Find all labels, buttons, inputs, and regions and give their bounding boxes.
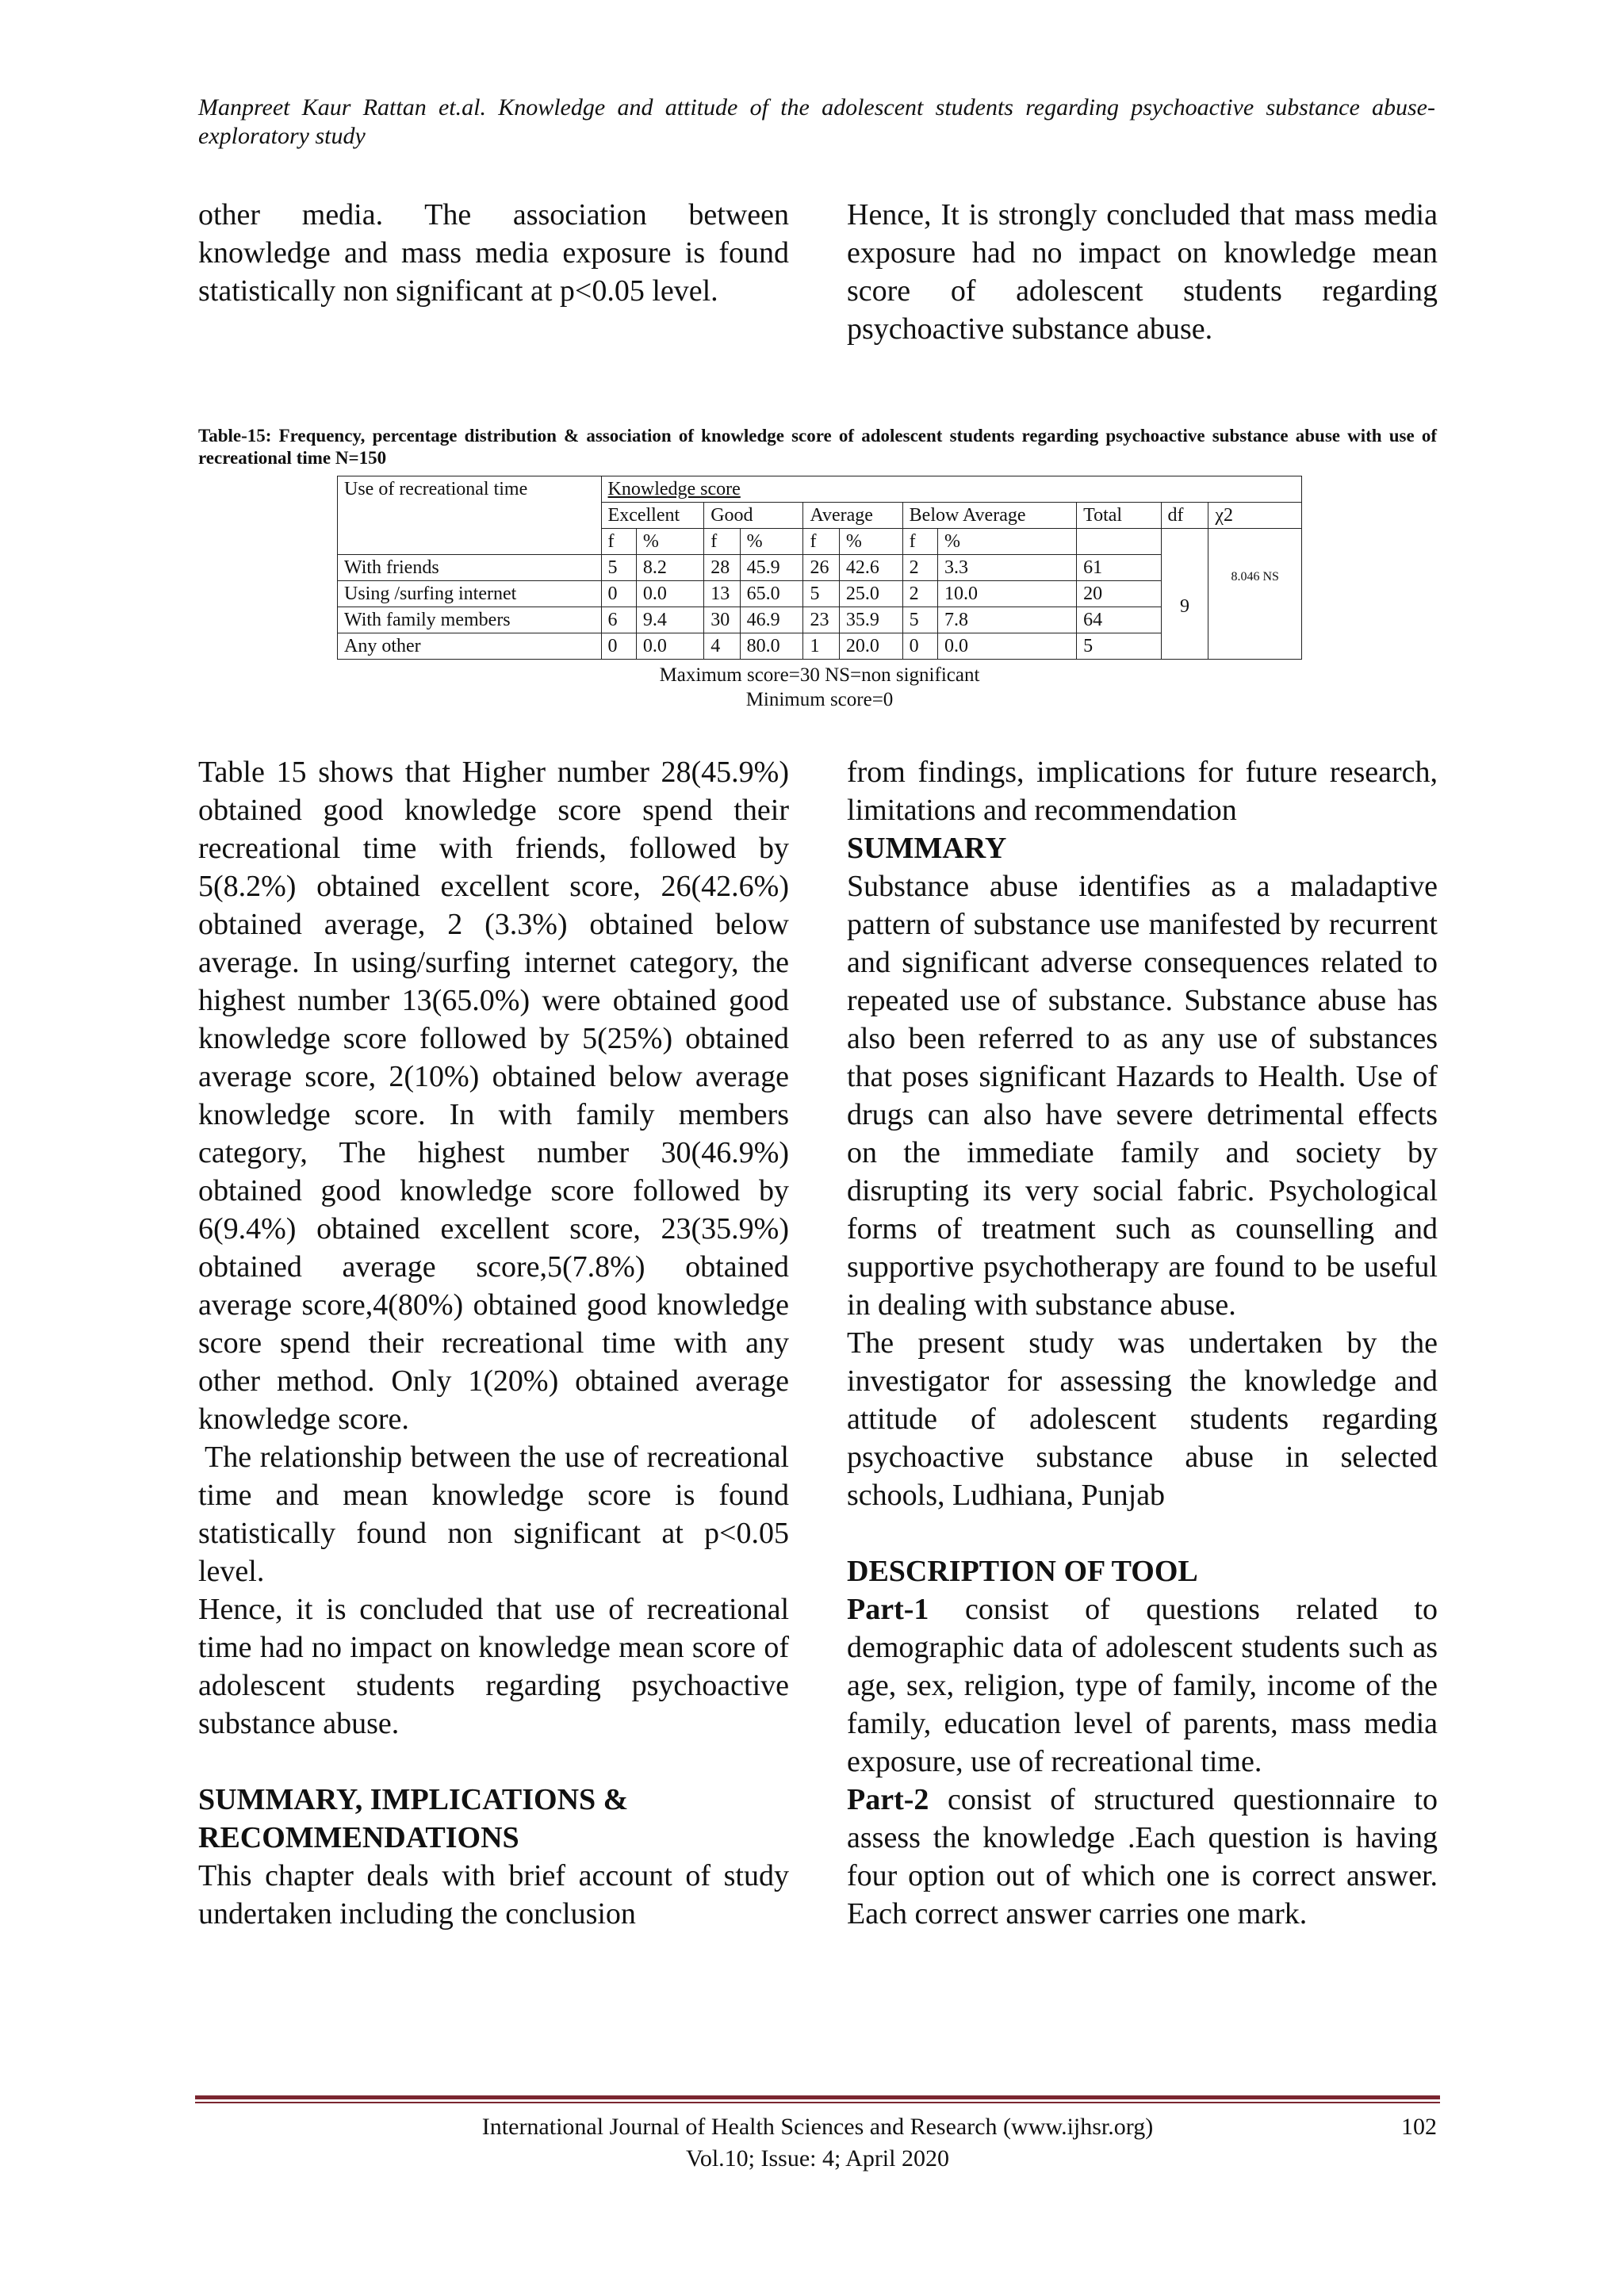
table-cell: 13	[704, 581, 740, 607]
paragraph: The present study was undertaken by the investigator for assessing the knowledge and attitude of adolescent students regarding psychoactive substance abuse in selected schools, Ludhiana, Punjab	[847, 1326, 1438, 1512]
row-label: Any other	[338, 633, 602, 660]
table-cell: 9.4	[636, 607, 703, 633]
sub-header: f	[803, 529, 839, 555]
page-number: 102	[1401, 2114, 1437, 2140]
row-label: With family members	[338, 607, 602, 633]
empty-cell	[1161, 529, 1208, 555]
table-cell: 80.0	[740, 633, 803, 660]
category-header: df	[1161, 503, 1208, 529]
paragraph: Hence, it is concluded that use of recreational time had no impact on knowledge mean score of adolescent students regarding psychoactive substance abuse.	[198, 1593, 789, 1740]
table-cell: 3.3	[938, 555, 1077, 581]
table-row	[338, 633, 1302, 660]
group-header-cell: Knowledge score	[601, 476, 1301, 503]
table-row	[338, 581, 1302, 607]
table-cell: 23	[803, 607, 839, 633]
chi-square-cell: 8.046 NS	[1208, 555, 1302, 660]
table-cell: 5	[803, 581, 839, 607]
sub-header: f	[902, 529, 937, 555]
table-cell: 5	[902, 607, 937, 633]
table-cell: 2	[902, 555, 937, 581]
table-cell: 10.0	[938, 581, 1077, 607]
table-cell: 61	[1077, 555, 1161, 581]
footer-rule-thin	[195, 2102, 1440, 2103]
table-note: Maximum score=30 NS=non significant	[659, 664, 980, 686]
journal-name: International Journal of Health Sciences and Research (www.ijhsr.org)	[481, 2114, 1154, 2140]
table-cell: 26	[803, 555, 839, 581]
table-caption: Table-15: Frequency, percentage distribution & association of knowledge score of adolescent students regarding psychoactive substance abuse with use of recreational time N=150	[198, 426, 1437, 468]
knowledge-score-table	[337, 476, 1302, 660]
table-cell: 28	[704, 555, 740, 581]
category-header: Excellent	[601, 503, 704, 529]
empty-cell	[338, 503, 602, 529]
table-row	[338, 607, 1302, 633]
sub-header: %	[740, 529, 803, 555]
table-cell: 5	[601, 555, 636, 581]
section-heading: SUMMARY, IMPLICATIONS & RECOMMENDATIONS	[198, 1783, 629, 1854]
left-column	[198, 753, 789, 1933]
table-cell: 35.9	[839, 607, 902, 633]
top-left-text	[198, 196, 789, 310]
paragraph: Substance abuse identifies as a maladaptive pattern of substance use manifested by recurrent and significant adverse consequences related to repeated use of substance. Substance abuse has also been referred to as any use of substances that poses significant Hazards to Health. Use of drugs can also have severe detrimental effects on the immediate family and society by disrupting its very social fabric. Psychological forms of treatment such as counselling and supportive psychotherapy are found to be useful in dealing with substance abuse.	[847, 870, 1438, 1322]
category-header: Total	[1077, 503, 1161, 529]
footer-rule	[195, 2095, 1440, 2099]
table-cell: 0	[902, 633, 937, 660]
table-cell: 20	[1077, 581, 1161, 607]
table-row	[338, 555, 1302, 581]
table-cell: 45.9	[740, 555, 803, 581]
paragraph: The relationship between the use of recreational time and mean knowledge score is found statistically found non significant at p<0.05 level.	[198, 1441, 789, 1588]
paragraph: Hence, It is strongly concluded that mass media exposure had no impact on knowledge mean score of adolescent students regarding psychoactive substance abuse.	[847, 198, 1438, 346]
table-cell: 5	[1077, 633, 1161, 660]
table-cell: 8.2	[636, 555, 703, 581]
table-cell: 42.6	[839, 555, 902, 581]
paragraph: from findings, implications for future research, limitations and recommendation	[847, 756, 1438, 827]
paragraph	[847, 1590, 1438, 1781]
volume-issue: Vol.10; Issue: 4; April 2020	[686, 2145, 949, 2172]
table-cell: 20.0	[839, 633, 902, 660]
section-heading: DESCRIPTION OF TOOL	[847, 1555, 1198, 1588]
paragraph	[847, 1781, 1438, 1933]
paragraph: other media. The association between knowledge and mass media exposure is found statistically non significant at p<0.05 level.	[198, 198, 789, 308]
part-text: consist of structured questionnaire to assess the knowledge .Each question is having four option out of which one is correct answer. Each correct answer carries one mark.	[847, 1783, 1438, 1931]
top-right-text	[847, 196, 1438, 348]
table-cell: 65.0	[740, 581, 803, 607]
df-cell: 9	[1161, 555, 1208, 660]
table-note: Minimum score=0	[745, 689, 894, 710]
empty-cell	[1208, 529, 1302, 555]
table-subheader-row	[338, 529, 1302, 555]
table-cell: 7.8	[938, 607, 1077, 633]
paragraph: This chapter deals with brief account of study undertaken including the conclusion	[198, 1859, 789, 1931]
table-cell: 6	[601, 607, 636, 633]
category-header: Average	[803, 503, 902, 529]
table-cell: 4	[704, 633, 740, 660]
section-heading: SUMMARY	[847, 832, 1007, 865]
table-cell: 1	[803, 633, 839, 660]
category-header: Below Average	[902, 503, 1076, 529]
sub-header: f	[601, 529, 636, 555]
table-cell: 0	[601, 581, 636, 607]
table-cell: 0.0	[636, 581, 703, 607]
running-header: Manpreet Kaur Rattan et.al. Knowledge and attitude of the adolescent students regarding psychoactive substance abuse-exploratory study	[198, 94, 1435, 149]
table-cell: 2	[902, 581, 937, 607]
table-cell: 0.0	[938, 633, 1077, 660]
table-cell: 30	[704, 607, 740, 633]
table-cell: 0.0	[636, 633, 703, 660]
sub-header: f	[704, 529, 740, 555]
part-label: Part-1	[847, 1593, 929, 1626]
row-header-cell: Use of recreational time	[338, 476, 602, 503]
table-header-row	[338, 476, 1302, 503]
right-column	[847, 753, 1438, 1933]
table-cell: 25.0	[839, 581, 902, 607]
empty-cell	[1077, 529, 1161, 555]
category-header: Good	[704, 503, 803, 529]
paragraph: Table 15 shows that Higher number 28(45.9%) obtained good knowledge score spend their recreational time with friends, followed by 5(8.2%) obtained excellent score, 26(42.6%) obtained average, 2 (3.3%) obtained below average. In using/surfing internet category, the highest number 13(65.0%) were obtained good knowledge score followed by 5(25%) obtained average score, 2(10%) obtained below average knowledge score. In with family members category, The highest number 30(46.9%) obtained good knowledge score followed by 6(9.4%) obtained excellent score, 23(35.9%) obtained average score,5(7.8%) obtained average score,4(80%) obtained good knowledge score spend their recreational time with any other method. Only 1(20%) obtained average knowledge score.	[198, 756, 789, 1436]
sub-header: %	[938, 529, 1077, 555]
empty-cell	[338, 529, 602, 555]
table-category-row	[338, 503, 1302, 529]
table-cell: 46.9	[740, 607, 803, 633]
table-cell: 0	[601, 633, 636, 660]
footer	[198, 2111, 1437, 2175]
table-cell: 64	[1077, 607, 1161, 633]
part-text: consist of questions related to demographic data of adolescent students such as age, sex, religion, type of family, income of the family, education level of parents, mass media exposure, use of recreational time.	[847, 1593, 1438, 1778]
category-header: χ2	[1208, 503, 1302, 529]
row-label: With friends	[338, 555, 602, 581]
row-label: Using /surfing internet	[338, 581, 602, 607]
part-label: Part-2	[847, 1783, 929, 1816]
sub-header: %	[839, 529, 902, 555]
sub-header: %	[636, 529, 703, 555]
